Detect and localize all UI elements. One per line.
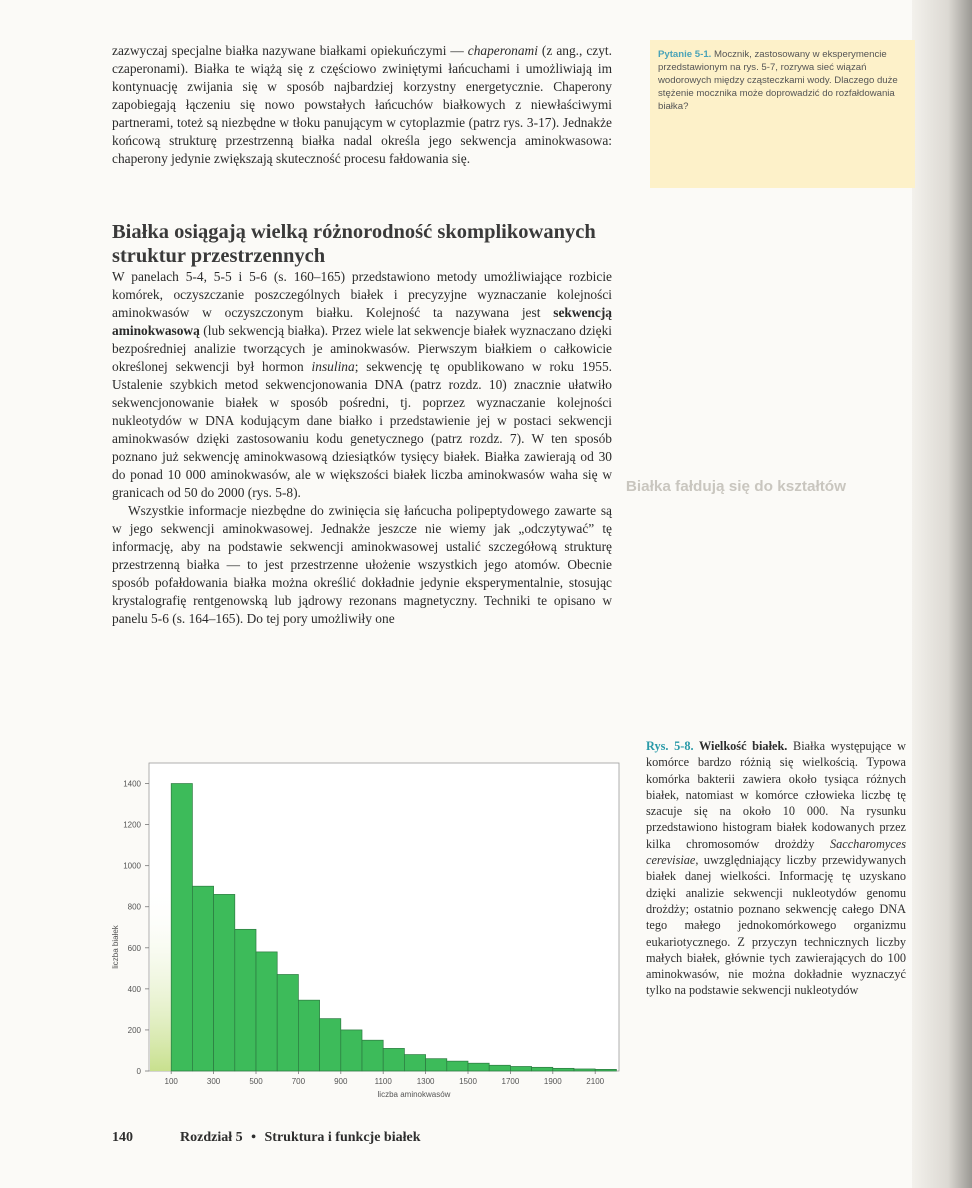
x-tick-label: 1100: [374, 1077, 392, 1086]
bar: [468, 1063, 489, 1071]
bar: [171, 784, 192, 1071]
key-term: sekwencją aminokwasową: [112, 305, 612, 338]
footer-bullet: •: [251, 1130, 257, 1145]
y-tick-label: 1200: [123, 820, 141, 830]
protein-size-histogram: [104, 755, 624, 1105]
bar: [383, 1048, 404, 1071]
x-tick-label: 500: [249, 1077, 263, 1086]
x-axis-label: liczba aminokwasów: [377, 1090, 451, 1099]
running-footer: Rozdział 5 • Struktura i funkcje białek: [180, 1130, 421, 1145]
x-tick-label: 1900: [543, 1077, 562, 1086]
bar: [574, 1069, 595, 1071]
question-body: Mocznik, zastosowany w eksperymencie przedstawionym na rys. 5-7, rozrywa sieć wiązań wodorowych między cząsteczkami wody. Dlaczego duże stężenie mocznika może doprowadzić do rozfałdowania białka?: [658, 49, 898, 112]
x-tick-label: 2100: [586, 1077, 605, 1086]
bar: [235, 929, 256, 1071]
body-paragraph-2: Wszystkie informacje niezbędne do zwinięcia się łańcucha polipeptydowego zawarte są w jego sekwencji aminokwasowej. Jednakże jeszcze nie wiemy jak „odczytywać” tę informację, aby na podstawie sekwencji aminokwasowej ustalić szczegółową strukturę przestrzenną białka — to jest przestrzenne ułożenie wszystkich jego atomów. Obecnie sposób pofałdowania białka można określić dokładnie jedynie eksperymentalnie, stosując krystalografię rentgenowską lub jądrowy rezonans magnetyczny. Techniki te opisano w panelu 5-6 (s. 164–165). Do tej pory umożliwiły one: [112, 503, 612, 626]
bar: [341, 1030, 362, 1071]
bar-undetermined: [150, 883, 171, 1071]
section-heading: Białka osiągają wielką różnorodność skomplikowanych struktur przestrzennych: [112, 221, 596, 267]
intro-text: zazwyczaj specjalne białka nazywane białkami opiekuńczymi —: [112, 43, 468, 58]
bar: [532, 1067, 553, 1071]
x-tick-label: 1500: [459, 1077, 477, 1086]
intro-paragraph: [112, 42, 612, 168]
bar: [595, 1069, 616, 1071]
bar: [192, 886, 213, 1071]
y-tick-label: 1400: [123, 779, 141, 789]
caption-title: Wielkość białek.: [693, 739, 788, 753]
bar: [214, 894, 235, 1071]
y-tick-label: 1000: [123, 861, 141, 871]
bar: [320, 1019, 341, 1071]
caption-label: Rys. 5-8.: [646, 739, 694, 753]
y-tick-label: 200: [127, 1025, 141, 1035]
bar: [426, 1059, 447, 1071]
species-name: Saccharomyces cerevisiae: [646, 836, 906, 868]
bar: [510, 1066, 531, 1071]
y-tick-label: 0: [136, 1067, 141, 1076]
bar: [277, 974, 298, 1071]
y-tick-label: 800: [127, 902, 141, 912]
question-label: Pytanie 5-1.: [658, 49, 712, 60]
figure-caption: Rys. 5-8. Wielkość białek. Białka występujące w komórce bardzo różnią się wielkością. Typowa komórka bakterii zawiera około tysiąca różnych białek, natomiast w komórce człowieka liczbę tę szacuje się na około 10 000. Na rysunku przedstawiono histogram białek kodowanych przez kilka chromosomów drożdży Saccharomyces cerevisiae, uwzględniający liczby przewidywanych białek danej wielkości. Informację tę uzyskano dzięki analizie sekwencji nukleotydów genomu drożdży; ostatnio poznano sekwencję całego DNA tego małego jednokomórkowego organizmu eukariotycznego. Z przyczyn technicznych liczby małych białek, głównie tych zawierających do 100 aminokwasów, nie można dokładnie wyznaczyć tylko na podstawie sekwencji nukleotydów: [646, 739, 907, 998]
y-tick-label: 400: [127, 984, 141, 994]
page-edge-shadow: [912, 0, 972, 1188]
intro-term: chaperonami: [467, 43, 538, 58]
bar: [447, 1061, 468, 1071]
bar: [298, 1000, 319, 1071]
x-tick-label: 1300: [416, 1077, 435, 1086]
bar: [256, 952, 277, 1071]
x-tick-label: 900: [334, 1077, 348, 1086]
bar: [404, 1055, 425, 1071]
intro-text-rest: (z ang., czyt. czaperonami). Białka te wiążą się z częściowo zwiniętymi łańcuchami i umożliwiają im kontynuację zwijania się w sposób najbardziej korzystny energetycznie. Chaperony zapobiegają łączeniu się nowo powstałych łańcuchów białkowych z niewłaściwymi partnerami, toteż są niezbędne w tłoku panującym w cytoplazmie (patrz rys. 3-17). Jednakże końcową strukturę przestrzenną białka nadal określa jego sekwencja aminokwasowa: chaperony jedynie zwiększają skuteczność procesu fałdowania się.: [112, 43, 612, 166]
x-tick-label: 1700: [501, 1077, 520, 1086]
x-tick-label: 700: [291, 1077, 306, 1086]
bar: [553, 1068, 574, 1071]
bar: [362, 1040, 383, 1071]
x-tick-label: 300: [206, 1077, 221, 1086]
bar: [489, 1065, 510, 1071]
body-text: [112, 268, 612, 628]
page-number: 140: [112, 1130, 133, 1145]
y-axis-label: liczba białek: [111, 925, 120, 969]
question-text: [658, 48, 908, 113]
bleed-through-heading: Białka fałdują się do kształtów: [625, 478, 847, 495]
y-tick-label: 600: [127, 943, 141, 953]
body-paragraph-1: W panelach 5-4, 5-5 i 5-6 (s. 160–165) przedstawiono metody umożliwiające rozbicie komórek, oczyszczanie poszczególnych białek i precyzyjne wyznaczanie kolejności aminokwasów w oczyszczonym białku. Kolejność ta nazywana jest sekwencją aminokwasową (lub sekwencją białka). Przez wiele lat sekwencje białek wyznaczano dzięki bezpośredniej analizie tworzących je aminokwasów. Pierwszym białkiem o całkowicie określonej sekwencji był hormon insulina; sekwencję tę opublikowano w roku 1955. Ustalenie szybkich metod sekwencjonowania DNA (patrz rozdz. 10) znacznie ułatwiło sekwencjonowanie białek w sposób pośredni, tj. poprzez wyznaczanie kolejności nukleotydów w DNA kodującym dane białko i przedstawienie jej w postaci sekwencji aminokwasów dzięki zastosowaniu kodu genetycznego (patrz rozdz. 7). W ten sposób poznano już sekwencję aminokwasową dziesiątków tysięcy białek. Białka zawierają od 30 do ponad 10 000 aminokwasów, ale w większości białek liczba aminokwasów waha się w granicach od 50 do 2000 (rys. 5-8).: [112, 269, 612, 500]
x-tick-label: 100: [164, 1077, 178, 1086]
insulin-term: insulina: [311, 359, 355, 374]
